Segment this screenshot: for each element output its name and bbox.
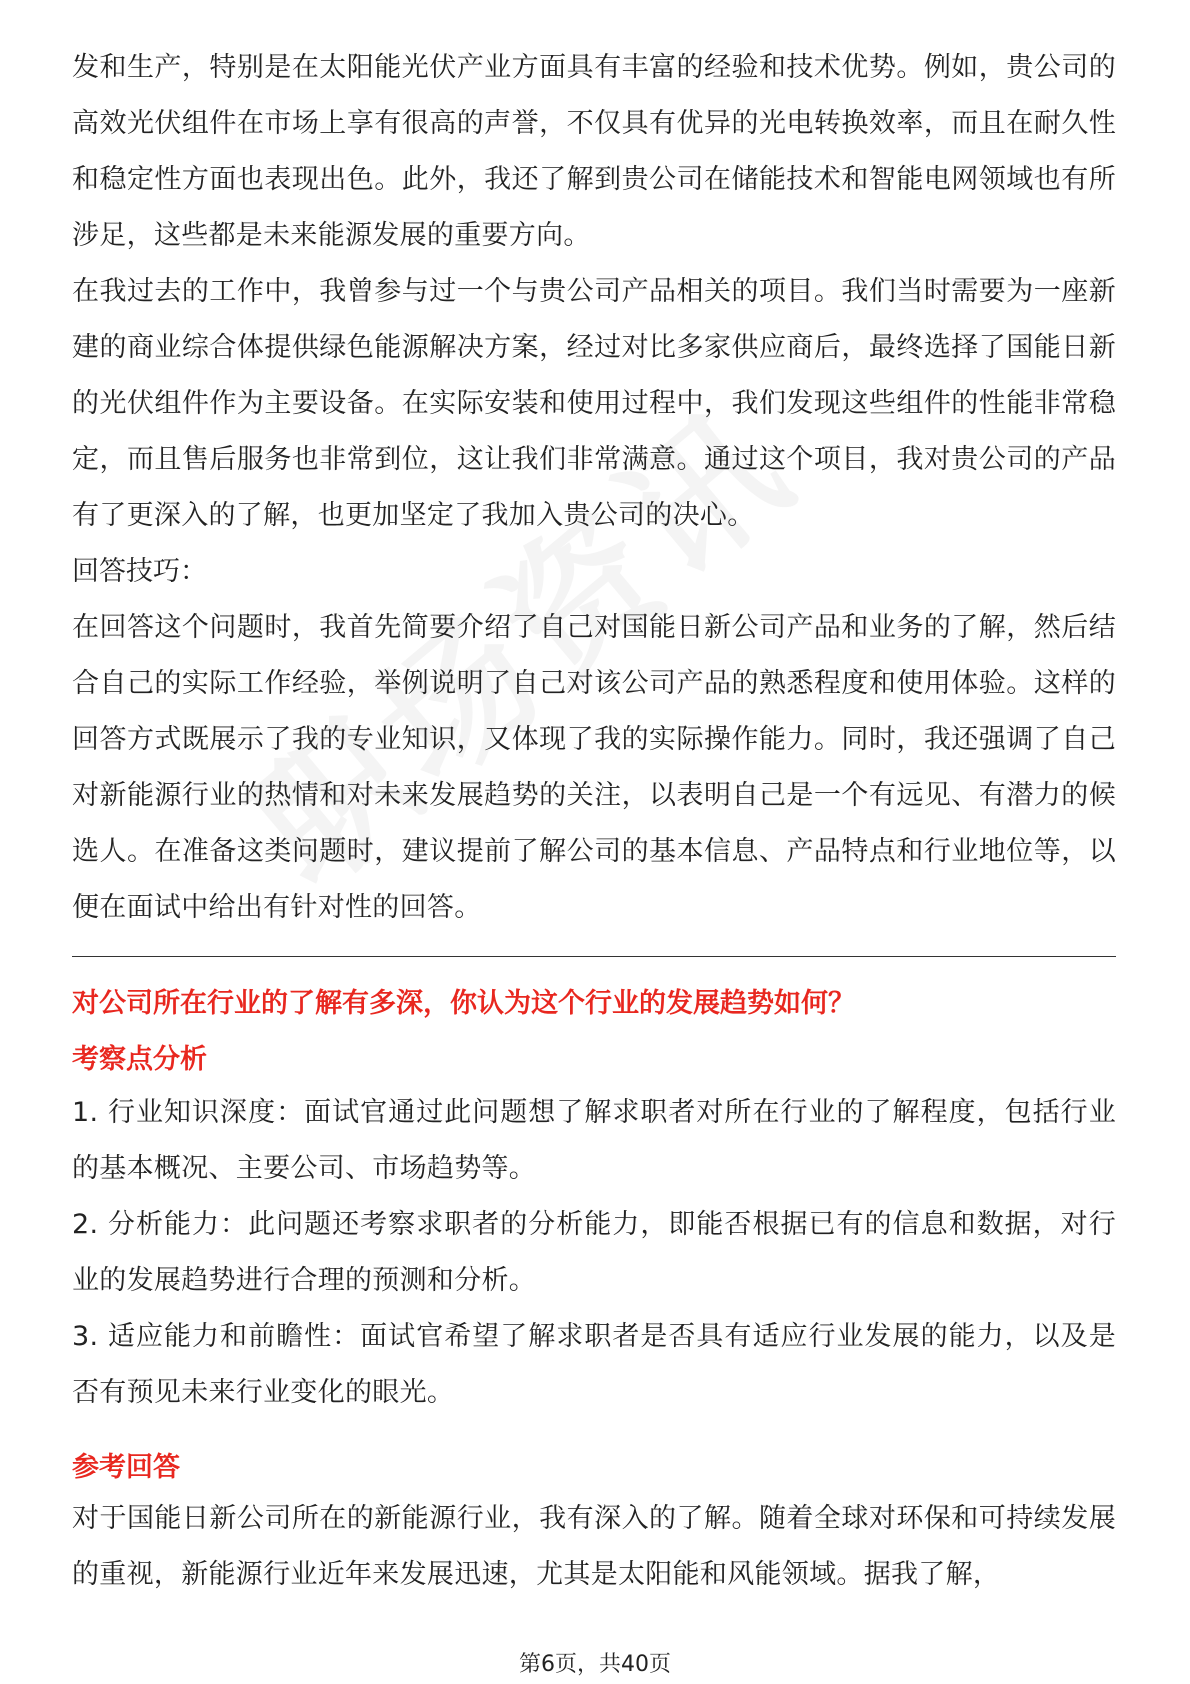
document-page xyxy=(72,40,1116,1603)
page-footer: 第6页，共40页 xyxy=(519,1652,671,1677)
intro-paragraph-2: 在我过去的工作中，我曾参与过一个与贵公司产品相关的项目。我们当时需要为一座新建的商业综合体提供绿色能源解决方案，经过对比多家供应商后，最终选择了国能日新的光伏组件作为主要设备。在实际安装和使用过程中，我们发现这些组件的性能非常稳定，而且售后服务也非常到位，这让我们非常满意。通过这个项目，我对贵公司的产品有了更深入的了解，也更加坚定了我加入贵公司的决心。 xyxy=(72,276,1116,531)
analysis-item-3: 3. 适应能力和前瞻性：面试官希望了解求职者是否具有适应行业发展的能力，以及是否有预见未来行业变化的眼光。 xyxy=(72,1321,1116,1408)
section-divider xyxy=(72,956,1116,957)
tips-label: 回答技巧： xyxy=(72,556,207,587)
analysis-item-2: 2. 分析能力：此问题还考察求职者的分析能力，即能否根据已有的信息和数据，对行业的发展趋势进行合理的预测和分析。 xyxy=(72,1209,1116,1296)
analysis-heading: 考察点分析 xyxy=(72,1044,207,1075)
tips-paragraph: 在回答这个问题时，我首先简要介绍了自己对国能日新公司产品和业务的了解，然后结合自己的实际工作经验，举例说明了自己对该公司产品的熟悉程度和使用体验。这样的回答方式既展示了我的专业知识，又体现了我的实际操作能力。同时，我还强调了自己对新能源行业的热情和对未来发展趋势的关注，以表明自己是一个有远见、有潜力的候选人。在准备这类问题时，建议提前了解公司的基本信息、产品特点和行业地位等，以便在面试中给出有针对性的回答。 xyxy=(72,612,1116,923)
question-title: 对公司所在行业的了解有多深，你认为这个行业的发展趋势如何？ xyxy=(72,988,855,1019)
reference-paragraph: 对于国能日新公司所在的新能源行业，我有深入的了解。随着全球对环保和可持续发展的重视，新能源行业近年来发展迅速，尤其是太阳能和风能领域。据我了解， xyxy=(72,1503,1116,1590)
reference-heading: 参考回答 xyxy=(72,1452,180,1483)
intro-paragraph-1: 发和生产，特别是在太阳能光伏产业方面具有丰富的经验和技术优势。例如，贵公司的高效光伏组件在市场上享有很高的声誉，不仅具有优异的光电转换效率，而且在耐久性和稳定性方面也表现出色。此外，我还了解到贵公司在储能技术和智能电网领域也有所涉足，这些都是未来能源发展的重要方向。 xyxy=(72,52,1116,251)
analysis-item-1: 1. 行业知识深度：面试官通过此问题想了解求职者对所在行业的了解程度，包括行业的基本概况、主要公司、市场趋势等。 xyxy=(72,1097,1116,1184)
